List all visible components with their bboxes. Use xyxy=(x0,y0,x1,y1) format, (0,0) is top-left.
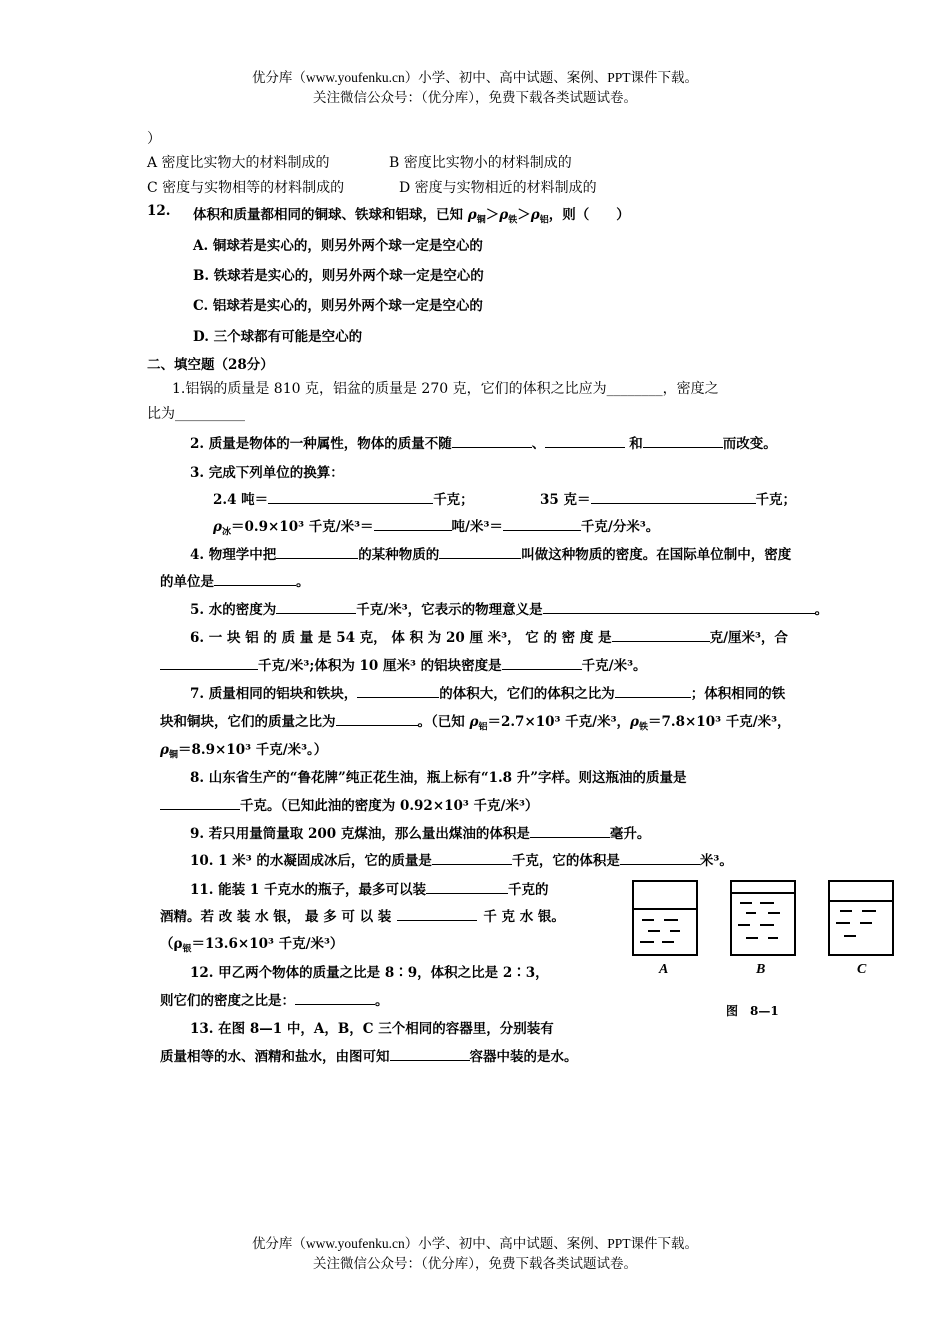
fill-11-line-2: 酒精。若 改 装 水 银， 最 多 可 以 装 千 克 水 银。 xyxy=(160,909,565,925)
blank[interactable] xyxy=(397,908,477,921)
q11-option-d: D 密度与实物相近的材料制成的 xyxy=(399,180,597,196)
fill-2: 2. 质量是物体的一种属性，物体的质量不随 、 和 而改变。 xyxy=(190,436,777,452)
container-b xyxy=(730,880,796,956)
q11-option-a: A 密度比实物大的材料制成的 xyxy=(147,155,330,171)
q11-option-c: C 密度与实物相等的材料制成的 xyxy=(147,180,345,196)
blank[interactable] xyxy=(276,601,356,614)
blank[interactable] xyxy=(432,852,512,865)
liquid-level xyxy=(830,900,892,902)
fill-13-line-1: 13. 在图 8—1 中，A，B，C 三个相同的容器里，分别装有 xyxy=(190,1021,554,1037)
fill-7-line-2: 块和铜块，它们的质量之比为 。（已知 $\rho_铝=2.7\times 10^3$ 千克/米³，$\rho_铁=7.8\times 10^3$ 千克/米³， xyxy=(160,714,791,733)
blank[interactable] xyxy=(543,601,815,614)
label-c: C xyxy=(857,962,867,977)
blank[interactable] xyxy=(620,852,700,865)
blank[interactable] xyxy=(530,825,610,838)
blank[interactable] xyxy=(439,546,521,559)
fill-11-line-3: （$\rho_银=13.6\times 10^3$ 千克/米³） xyxy=(160,936,344,955)
fill-8-line-2: 千克。（已知此油的密度为 0.92×10³ 千克/米³） xyxy=(160,794,538,814)
header-line-1: 优分库（www.youfenku.cn）小学、初中、高中试题、案例、PPT课件下载。 xyxy=(251,70,699,85)
fill-4-line-1: 4. 物理学中把 的某种物质的 叫做这种物质的密度。在国际单位制中，密度 xyxy=(190,547,792,563)
q12-option-b: B. 铁球若是实心的，则另外两个球一定是空心的 xyxy=(193,268,484,284)
fill-1-line-2: 比为__________ xyxy=(147,406,245,422)
blank[interactable] xyxy=(214,573,296,586)
fill-5: 5. 水的密度为 千克/米³，它表示的物理意义是 。 xyxy=(190,602,829,618)
fill-9: 9. 若只用量筒量取 200 克煤油，那么量出煤油的体积是 毫升。 xyxy=(190,826,651,842)
blank[interactable] xyxy=(612,629,710,642)
fill-3-line-a: 2.4 吨＝ 千克； xyxy=(213,492,474,508)
q12-option-a: A. 铜球若是实心的，则另外两个球一定是空心的 xyxy=(193,238,483,254)
blank[interactable] xyxy=(295,992,375,1005)
fill-6-line-2: 千克/米³;体积为 10 厘米³ 的铝块密度是 千克/米³。 xyxy=(160,654,646,674)
blank[interactable] xyxy=(268,491,433,504)
blank[interactable] xyxy=(374,518,452,531)
blank[interactable] xyxy=(390,1048,470,1061)
blank[interactable] xyxy=(502,657,582,670)
blank[interactable] xyxy=(426,881,508,894)
footer-line-2: 关注微信公众号：（优分库），免费下载各类试题试卷。 xyxy=(313,1256,637,1271)
footer-line-1: 优分库（www.youfenku.cn）小学、初中、高中试题、案例、PPT课件下载。 xyxy=(251,1236,699,1251)
fill-12-line-2: 则它们的密度之比是： 。 xyxy=(160,993,389,1009)
liquid-level xyxy=(732,892,794,894)
blank[interactable] xyxy=(545,435,625,448)
blank[interactable] xyxy=(276,546,358,559)
fill-8-line-1: 8. 山东省生产的“鲁花牌”纯正花生油，瓶上标有“1.8 升”字样。则这瓶油的质量是 xyxy=(190,770,687,786)
q12-option-d: D. 三个球都有可能是空心的 xyxy=(193,329,363,345)
fill-7-line-3: $\rho_铜=8.9\times 10^3$ 千克/米³。） xyxy=(160,742,328,761)
fill-11-line-1: 11. 能装 1 千克水的瓶子，最多可以装 千克的 xyxy=(190,882,549,898)
label-a: A xyxy=(659,962,669,977)
figure-caption: 图 8—1 xyxy=(726,1004,779,1018)
q11-option-b: B 密度比实物小的材料制成的 xyxy=(389,155,572,171)
blank[interactable] xyxy=(336,713,418,726)
blank[interactable] xyxy=(643,435,723,448)
blank[interactable] xyxy=(160,797,240,810)
liquid-level xyxy=(634,908,696,910)
container-a xyxy=(632,880,698,956)
fill-7-line-1: 7. 质量相同的铝块和铁块， 的体积大，它们的体积之比为 ；体积相同的铁 xyxy=(190,686,786,702)
q12-stem: 体积和质量都相同的铜球、铁球和铝球，已知 $\rho_铜>\rho_铁>\rho_铝$，则（ ） xyxy=(193,207,630,226)
fill-4-line-2: 的单位是 。 xyxy=(160,574,310,590)
label-b: B xyxy=(756,962,766,977)
q12-number: 12. xyxy=(147,203,171,219)
q12-option-c: C. 铝球若是实心的，则另外两个球一定是空心的 xyxy=(193,298,483,314)
fill-3-title: 3. 完成下列单位的换算： xyxy=(190,465,344,481)
blank[interactable] xyxy=(591,491,756,504)
fill-10: 10. 1 米³ 的水凝固成冰后，它的质量是 千克，它的体积是 米³。 xyxy=(190,853,733,869)
blank[interactable] xyxy=(452,435,532,448)
fill-3-line-c: $\rho_冰=0.9\times 10^3$ 千克/米³＝ 吨/米³＝ 千克/分米³。 xyxy=(213,519,660,538)
fill-12-line-1: 12. 甲乙两个物体的质量之比是 8∶9，体积之比是 2∶3， xyxy=(190,965,549,981)
fill-1-line-1: 1.铝锅的质量是 810 克，铝盆的质量是 270 克，它们的体积之比应为________，密度之 xyxy=(172,381,719,397)
fill-6-line-1: 6. 一 块 铝 的 质 量 是 54 克， 体 积 为 20 厘 米³， 它 的 密 度 是 克/厘米³，合 xyxy=(190,630,788,646)
section-title: 二、填空题（28分） xyxy=(147,357,274,373)
blank[interactable] xyxy=(357,685,439,698)
q11-paren: ） xyxy=(147,131,161,147)
blank[interactable] xyxy=(503,518,581,531)
fill-13-line-2: 质量相等的水、酒精和盐水，由图可知 容器中装的是水。 xyxy=(160,1049,578,1065)
fill-3-line-b: 35 克＝ 千克； xyxy=(540,492,796,508)
blank[interactable] xyxy=(160,657,258,670)
blank[interactable] xyxy=(615,685,691,698)
container-c xyxy=(828,880,894,956)
header-line-2: 关注微信公众号：（优分库），免费下载各类试题试卷。 xyxy=(313,90,637,105)
